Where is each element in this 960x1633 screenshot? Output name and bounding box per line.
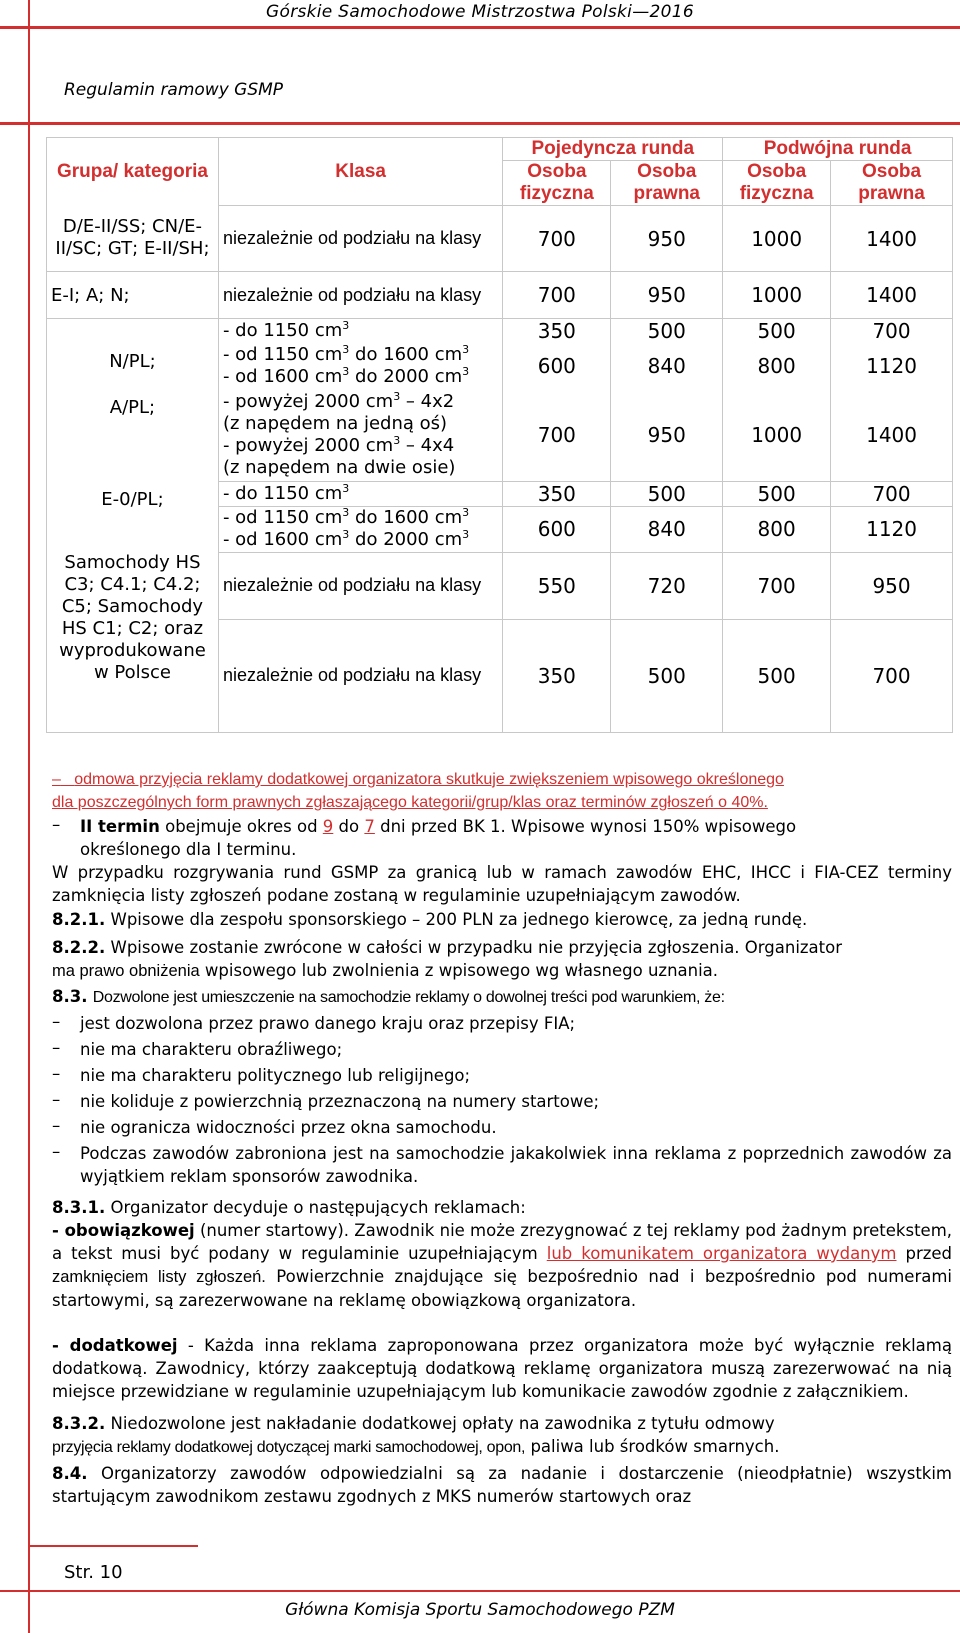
fee-cell: 500 [723,481,831,506]
fee-cell: 1400 [831,206,953,272]
unit-superscript: 3 [342,343,350,356]
unit-superscript: 3 [342,528,350,541]
unit-superscript: 3 [393,389,401,403]
fee-cell: 700 [503,206,611,272]
section-number: 8.4. [52,1464,88,1483]
dash-bullet: – [52,1038,61,1057]
bullet-item: jest dozwolona przez prawo danego kraju oraz przepisy FIA; [80,1014,576,1033]
text-run: paliwa lub środków smarnych. [530,1437,780,1456]
running-footer: Główna Komisja Sportu Samochodowego PZM [285,1600,675,1620]
page-number: Str. 10 [64,1562,123,1583]
text-run: przyjęcia reklamy dodatkowej dotyczącej marki samochodowej, opon, [52,1439,526,1456]
section-number: 8.3. [52,987,88,1006]
unit-superscript: 3 [342,506,350,519]
bold-term: II termin [80,817,160,836]
text-run: określonego dla I terminu. [80,840,297,859]
text-run: - Każda inna reklama zaproponowana przez organizatora może być wyłącznie reklamą dodatkową. Zawodnicy, którzy zaakceptują dodatkową reklamę organizatora muszą zarezerwować na nią miejsce przewidziane w regulaminie uzupełniającym lub komunikacie zawodów zgodnie z załącznikiem. [52,1336,952,1401]
section-number: 8.2.1. [52,910,106,929]
bullet-item: Podczas zawodów zabroniona jest na samochodzie jakakolwiek inna reklama z poprzednich zawodów za wyjątkiem reklam sponsorów zawodnika. [80,1144,952,1186]
class-cell: niezależnie od podziału na klasy [218,272,502,319]
unit-superscript: 3 [462,528,470,541]
fee-cell: 700 [831,481,953,506]
text-run: do [338,817,360,836]
class-label: (z napędem na jedną oś) [222,412,448,434]
group-label: E-I; A; N; [51,284,130,306]
bold-term: - obowiązkowej [52,1221,195,1240]
class-label: - powyżej 2000 cm [222,434,394,456]
class-label: - do 1150 cm [222,482,343,504]
text-run: Organizatorzy zawodów odpowiedzialni są za nadanie i dostarczenie (nieodpłatnie) wszystkim startującym zawodnikom zestawu zgodnych z MKS numerów startowych oraz [52,1464,952,1506]
dash-bullet: – [52,1090,61,1109]
dash-bullet: – [52,1064,61,1083]
class-label: 2000 cm [383,366,463,387]
header-single-round: Pojedyncza runda [503,138,723,161]
section-number: 8.3.1. [52,1198,106,1217]
class-cell: niezależnie od podziału na klasy [218,552,502,619]
dash-bullet: – [52,1012,61,1031]
fee-cell: 800 [723,506,831,552]
class-cell [218,506,502,552]
fee-cell: 700 [503,389,611,481]
text-run: (numer startowy). Zawodnik nie może zrezygnować z tej reklamy pod żadnym pretekstem, a tekst musi być podany w regulaminie uzupełniającym [52,1221,953,1263]
text-run: Niedozwolone jest nakładanie dodatkowej opłaty na zawodnika z tytułu odmowy [110,1414,775,1433]
section-number: 8.2.2. [52,938,106,957]
additional-ads-paragraph [52,1334,952,1403]
class-label: do [355,344,378,365]
section-8-3-2 [52,1412,952,1459]
group-cell: D/E-II/SS; CN/E-II/SC; GT; E-II/SH; [47,206,219,272]
group-cell: Samochody HS C3; C4.1; C4.2; C5; Samochody HS C1; C2; oraz wyprodukowane w Polsce [47,552,219,732]
fee-cell: 1400 [831,272,953,319]
text-run: Organizator decyduje o następujących reklamach: [110,1198,526,1217]
fee-cell: 700 [831,319,953,344]
header-class: Klasa [218,138,502,206]
class-label: - od 1600 cm [222,366,343,387]
header-person: Osoba fizyczna [723,161,831,206]
text-run: Wpisowe zostanie zwrócone w całości w przypadku nie przyjęcia zgłoszenia. Organizator [110,938,843,957]
unit-superscript: 3 [342,319,350,332]
class-label: do [355,529,378,550]
text-run: Powierzchnie znajdujące się bezpośrednio nad i bezpośrednio pod numerami startowymi, są zarezerwowane na reklamę obowiązkową organizatora. [52,1267,952,1310]
class-label: - od 1600 cm [222,529,343,550]
text-run: dni przed BK 1. Wpisowe wynosi 150% wpisowego [380,817,797,836]
fee-cell: 500 [611,481,723,506]
section-number: 8.3.2. [52,1414,106,1433]
header-double-round: Podwójna runda [723,138,953,161]
text-run: ma prawo obniżenia [52,962,200,980]
header-group: Grupa/ kategoria [47,138,219,206]
margin-rule [28,0,30,1633]
section-8-2-1 [52,908,952,931]
header-rule [0,26,960,29]
unit-superscript: 3 [393,433,401,447]
fee-cell: 550 [503,552,611,619]
fee-cell: 950 [611,206,723,272]
red-number: 7 [364,817,375,836]
text-run: Dozwolone jest umieszczenie na samochodzie reklamy o dowolnej treści pod warunkiem, że: [92,989,725,1006]
red-note-line: dla poszczególnych form prawnych zgłaszającego kategorii/grup/klas oraz terminów zgłoszeń o 40%. [52,794,768,811]
section-8-2-2 [52,936,952,983]
bold-term: - dodatkowej [52,1336,178,1355]
class-cell [218,343,502,389]
unit-superscript: 3 [342,365,350,378]
fee-cell: 1400 [831,389,953,481]
fee-cell: 950 [831,552,953,619]
class-label: - powyżej 2000 cm [222,390,394,412]
text-run: Wpisowe dla zespołu sponsorskiego – 200 PLN za jednego kierowcę, za jedną rundę. [110,910,808,929]
group-cell [47,319,219,482]
class-label: do [355,366,378,387]
bullet-item: nie ogranicza widoczności przez okna samochodu. [80,1118,497,1137]
fee-cell: 500 [611,319,723,344]
mandatory-ads-paragraph [52,1219,952,1312]
class-label: – 4x4 [405,434,455,456]
section-8-3-1 [52,1196,952,1219]
class-cell [218,389,502,481]
header-person: Osoba fizyczna [503,161,611,206]
text-run: obejmuje okres od [165,817,318,836]
group-cell: E-0/PL; [47,481,219,552]
class-label: do [355,507,378,528]
header-company: Osoba prawna [831,161,953,206]
class-label: 1600 cm [383,507,463,528]
fee-cell: 1120 [831,343,953,389]
fee-cell: 500 [723,319,831,344]
section-8-3 [52,985,952,1009]
class-cell [218,319,502,344]
class-label: - od 1150 cm [222,507,343,528]
fee-cell: 1120 [831,506,953,552]
class-label: 2000 cm [383,529,463,550]
fee-cell: 1000 [723,206,831,272]
title-rule [0,122,960,125]
fee-cell: 350 [503,319,611,344]
dash-bullet: – [52,771,61,788]
fee-cell: 700 [503,272,611,319]
unit-superscript: 3 [342,481,350,495]
fee-cell: 350 [503,481,611,506]
class-cell: niezależnie od podziału na klasy [218,619,502,732]
fee-cell: 950 [611,389,723,481]
class-cell: niezależnie od podziału na klasy [218,206,502,272]
class-label: – 4x2 [405,390,455,412]
dash-bullet: – [52,1142,61,1161]
fee-cell: 600 [503,343,611,389]
unit-superscript: 3 [462,365,470,378]
fee-cell: 700 [831,619,953,732]
class-label: - od 1150 cm [222,344,343,365]
unit-superscript: 3 [462,506,470,519]
bullet-item: nie ma charakteru obraźliwego; [80,1040,343,1059]
entry-fee-table [46,137,953,733]
header-company: Osoba prawna [611,161,723,206]
fee-cell: 840 [611,343,723,389]
class-label: - do 1150 cm [222,320,343,341]
red-link-text: lub komunikatem organizatora wydanym [546,1244,897,1263]
group-label: N/PL; [109,351,156,372]
text-run: wpisowego lub zwolnienia z wpisowego wg własnego uznania. [204,961,719,980]
fee-cell: 500 [723,619,831,732]
fee-cell: 500 [611,619,723,732]
red-note [52,768,952,791]
fee-cell: 950 [611,272,723,319]
fee-cell: 350 [503,619,611,732]
group-cell [47,272,219,319]
running-header: Górskie Samochodowe Mistrzostwa Polski—2016 [266,2,694,22]
section-8-4 [52,1462,952,1508]
fee-cell: 1000 [723,272,831,319]
unit-superscript: 3 [462,343,470,356]
fee-cell: 1000 [723,389,831,481]
paragraph-abroad: W przypadku rozgrywania rund GSMP za granicą lub w ramach zawodów EHC, IHCC i FIA-CEZ terminy zamknięcia listy zgłoszeń podane zostaną w regulaminie uzupełniającym zawodów. [52,863,952,905]
class-cell [218,481,502,506]
fee-cell: 840 [611,506,723,552]
group-label: A/PL; [109,397,156,418]
document-title: Regulamin ramowy GSMP [64,80,284,100]
dash-bullet: – [52,1116,61,1135]
bullet-item: nie koliduje z powierzchnią przeznaczoną na numery startowe; [80,1092,600,1111]
footer-rule [28,1545,198,1547]
dash-bullet: – [52,815,61,834]
footer-rule [0,1590,960,1592]
fee-cell: 600 [503,506,611,552]
fee-cell: 700 [723,552,831,619]
second-term-paragraph [80,815,952,861]
text-run: zamknięciem listy zgłoszeń. [52,1268,266,1286]
bullet-item: nie ma charakteru politycznego lub religijnego; [80,1066,471,1085]
red-number: 9 [322,817,334,836]
text-run: przed [905,1244,953,1263]
class-label: 1600 cm [383,344,463,365]
fee-cell: 800 [723,343,831,389]
class-label: (z napędem na dwie osie) [222,456,456,478]
red-note-line: odmowa przyjęcia reklamy dodatkowej organizatora skutkuje zwiększeniem wpisowego określonego [74,771,784,788]
fee-cell: 720 [611,552,723,619]
